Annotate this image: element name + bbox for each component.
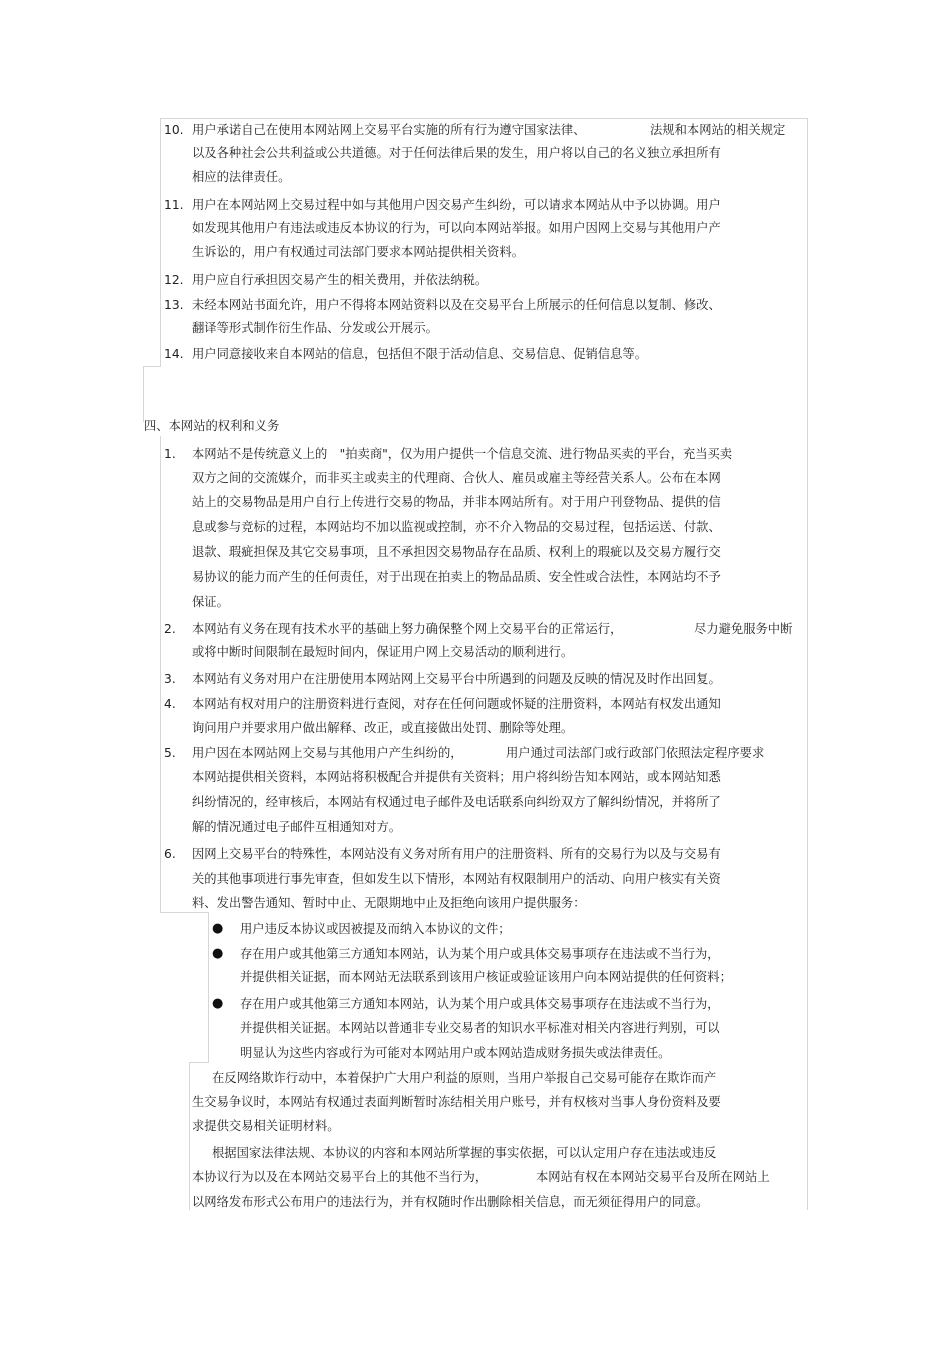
paragraph-line: 在反网络欺诈行动中，本着保护广大用户利益的原则，当用户举报自己交易可能存在欺诈而产	[212, 1071, 717, 1085]
item-line: 生诉讼的，用户有权通过司法部门要求本网站提供相关资料。	[192, 245, 525, 259]
item-line: 纠纷情况的，经审核后，本网站有权通过电子邮件及电话联系向纠纷双方了解纠纷情况，并将所了	[192, 795, 721, 809]
item-line: 息或参与竞标的过程，本网站均不加以监视或控制，亦不介入物品的交易过程，包括运送、付款、	[192, 520, 721, 534]
item-line: 易协议的能力而产生的任何责任，对于出现在拍卖上的物品品质、安全性或合法性，本网站均不予	[192, 570, 721, 584]
item-line: 关的其他事项进行事先审查，但如发生以下情形，本网站有权限制用户的活动、向用户核实有关资	[192, 872, 721, 886]
item-line: 本网站有权对用户的注册资料进行查阅，对存在任何问题或怀疑的注册资料，本网站有权发出通知	[192, 697, 721, 711]
item-number: 1.	[164, 447, 176, 461]
bullet-line: 用户违反本协议或因被提及而纳入本协议的文件；	[240, 922, 511, 936]
item-line-tail: 法规和本网站的相关规定	[650, 123, 786, 137]
border-left-outer	[143, 366, 144, 422]
item-number: 11.	[164, 198, 184, 212]
item-line: 以及各种社会公共利益或公共道德。对于任何法律后果的发生，用户将以自己的名义独立承担所有	[192, 146, 721, 160]
item-line: 退款、瑕疵担保及其它交易事项，且不承担因交易物品存在品质、权利上的瑕疵以及交易方履行交	[192, 545, 721, 559]
item-line-tail: 尽力避免服务中断	[694, 622, 793, 636]
bullet-line: 明显认为这些内容或行为可能对本网站用户或本网站造成财务损失或法律责任。	[240, 1046, 671, 1060]
item-number: 4.	[164, 697, 176, 711]
item-line: 本网站不是传统意义上的 "拍卖商"，仅为用户提供一个信息交流、进行物品买卖的平台，充当买卖	[192, 447, 733, 461]
item-line: 本网站提供相关资料，本网站将积极配合并提供有关资料；用户将纠纷告知本网站，或本网站知悉	[192, 770, 721, 784]
item-line: 如发现其他用户有违法或违反本协议的行为，可以向本网站举报。如用户因网上交易与其他用户产	[192, 221, 721, 235]
item-line: 用户在本网站网上交易过程中如与其他用户因交易产生纠纷，可以请求本网站从中予以协调。用户	[192, 198, 721, 212]
border-left-bottom	[189, 1062, 190, 1210]
item-line: 或将中断时间限制在最短时间内，保证用户网上交易活动的顺利进行。	[192, 645, 574, 659]
item-line: 相应的法律责任。	[192, 170, 291, 184]
item-number: 5.	[164, 746, 176, 760]
item-line: 解的情况通过电子邮件互相通知对方。	[192, 820, 402, 834]
item-line: 用户同意接收来自本网站的信息，包括但不限于活动信息、交易信息、促销信息等。	[192, 347, 647, 361]
item-number: 14.	[164, 347, 184, 361]
item-line-tail: 用户通过司法部门或行政部门依照法定程序要求	[506, 746, 765, 760]
paragraph-line: 本协议行为以及在本网站交易平台上的其他不当行为，	[192, 1170, 488, 1184]
border-step-h1	[143, 366, 161, 367]
bullet-line: 存在用户或其他第三方通知本网站，认为某个用户或具体交易事项存在违法或不当行为，	[240, 947, 720, 961]
item-line: 双方之间的交流媒介，而非买主或卖主的代理商、合伙人、雇员或雇主等经营关系人。公布在本网	[192, 471, 721, 485]
item-number: 10.	[164, 123, 184, 137]
item-number: 13.	[164, 298, 184, 312]
item-line: 本网站有义务对用户在注册使用本网站网上交易平台中所遇到的问题及反映的情况及时作出回复。	[192, 672, 721, 686]
section-heading: 四、本网站的权利和义务	[144, 419, 280, 433]
bullet-dot-icon: ●	[212, 921, 224, 936]
item-line: 翻译等形式制作衍生作品、分发或公开展示。	[192, 321, 438, 335]
item-line: 料、发出警告通知、暂时中止、无限期地中止及拒绝向该用户提供服务：	[192, 896, 586, 910]
item-line: 本网站有义务在现有技术水平的基础上努力确保整个网上交易平台的正常运行，	[192, 622, 623, 636]
border-left-inner-top	[160, 118, 161, 366]
item-number: 3.	[164, 672, 176, 686]
paragraph-line: 以网络发布形式公布用户的违法行为，并有权随时作出删除相关信息，而无须征得用户的同意。	[192, 1195, 709, 1209]
item-line: 用户承诺自己在使用本网站网上交易平台实施的所有行为遵守国家法律、	[192, 123, 586, 137]
border-top-inner	[160, 118, 808, 119]
border-step-h2	[160, 912, 208, 913]
item-number: 6.	[164, 847, 176, 861]
paragraph-line: 求提供交易相关证明材料。	[192, 1119, 340, 1133]
paragraph-line: 根据国家法律法规、本协议的内容和本网站所掌握的事实依据，可以认定用户存在违法或违反	[212, 1146, 717, 1160]
bullet-line: 并提供相关证据。本网站以普通非专业交易者的知识水平标准对相关内容进行判别，可以	[240, 1021, 720, 1035]
bullet-dot-icon: ●	[212, 946, 224, 961]
bullet-line: 并提供相关证据，而本网站无法联系到该用户核证或验证该用户向本网站提供的任何资料；	[240, 970, 732, 984]
item-number: 2.	[164, 622, 176, 636]
item-line: 用户应自行承担因交易产生的相关费用，并依法纳税。	[192, 273, 488, 287]
item-line: 因网上交易平台的特殊性，本网站没有义务对所有用户的注册资料、所有的交易行为以及与交易有	[192, 847, 721, 861]
border-right	[807, 118, 808, 1210]
border-left-mid	[160, 436, 161, 912]
item-line: 未经本网站书面允许，用户不得将本网站资料以及在交易平台上所展示的任何信息以复制、修改、	[192, 298, 721, 312]
item-number: 12.	[164, 273, 184, 287]
item-line: 询问用户并要求用户做出解释、改正，或直接做出处罚、删除等处理。	[192, 721, 574, 735]
bullet-dot-icon: ●	[212, 996, 224, 1011]
paragraph-line: 生交易争议时，本网站有权通过表面判断暂时冻结相关用户账号，并有权核对当事人身份资料及要	[192, 1095, 721, 1109]
item-line: 保证。	[192, 595, 229, 609]
item-line: 用户因在本网站网上交易与其他用户产生纠纷的，	[192, 746, 463, 760]
bullet-line: 存在用户或其他第三方通知本网站，认为某个用户或具体交易事项存在违法或不当行为，	[240, 997, 720, 1011]
border-left-bullets	[208, 912, 209, 1062]
item-line: 站上的交易物品是用户自行上传进行交易的物品，并非本网站所有。对于用户刊登物品、提供的信	[192, 495, 721, 509]
paragraph-line-tail: 本网站有权在本网站交易平台及所在网站上	[536, 1170, 770, 1184]
border-step-h3	[189, 1062, 209, 1063]
